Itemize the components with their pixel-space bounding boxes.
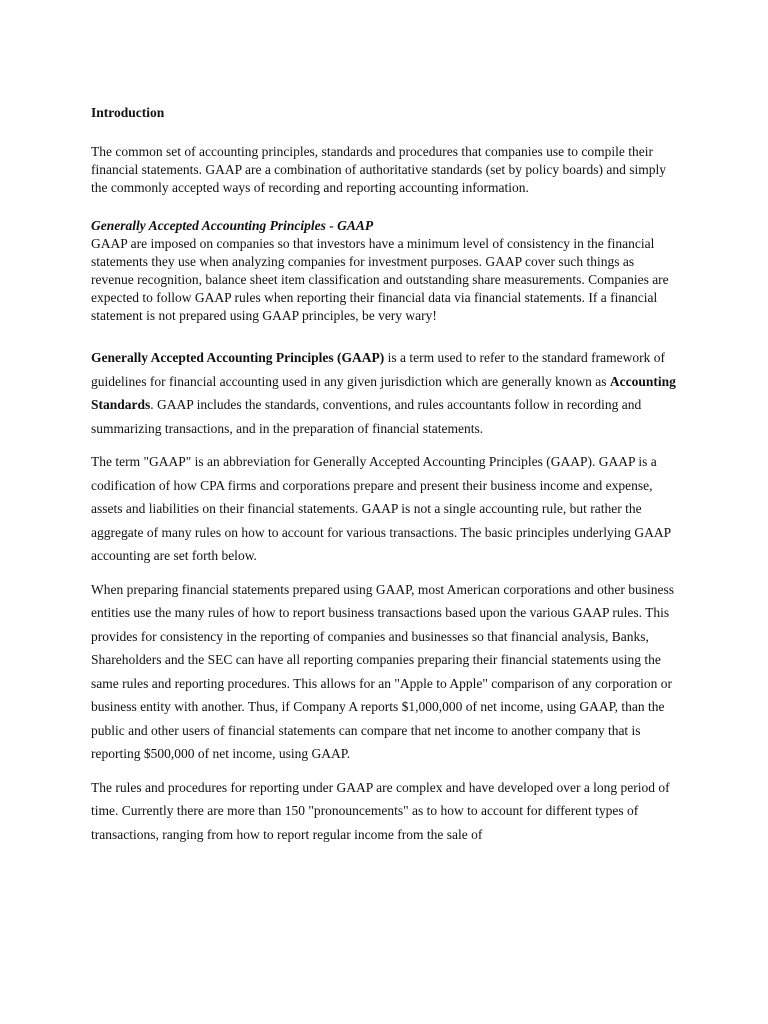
preparing-paragraph: When preparing financial statements prepared using GAAP, most American corporations and other business entities use the many rules of how to report business transactions based upon the various GAAP rules. This provides for consistency in the reporting of companies and businesses so that financial analysis, Banks, Shareholders and the SEC can have all reporting companies preparing their financial statements using the same rules and reporting procedures. This allows for an "Apple to Apple" comparison of any corporation or business entity with another. Thus, if Company A reports $1,000,000 of net income, using GAAP, than the public and other users of financial statements can compare that net income to another company that is reporting $500,000 of net income, using GAAP.	[91, 581, 674, 761]
gaap-subheading: Generally Accepted Accounting Principles - GAAP	[91, 218, 374, 233]
intro-heading: Introduction	[91, 105, 165, 120]
abbreviation-paragraph: The term "GAAP" is an abbreviation for Generally Accepted Accounting Principles (GAAP). GAAP is a codification of how CPA firms and corporations prepare and present their business income and expense, assets and liabilities on their financial statements. GAAP is not a single accounting rule, but rather the aggregate of many rules on how to account for various transactions. The basic principles underlying GAAP accounting are set forth below.	[91, 454, 671, 563]
definition-text-1: is a term used to refer to the standard framework of guidelines for financial accounting used in any given jurisdiction which are generally known as	[91, 350, 665, 389]
intro-paragraph: The common set of accounting principles, standards and procedures that companies use to compile their financial statements. GAAP are a combination of authoritative standards (set by policy boards) and simply the commonly accepted ways of recording and reporting accounting information.	[91, 144, 666, 195]
gaap-paragraph: GAAP are imposed on companies so that investors have a minimum level of consistency in the financial statements they use when analyzing companies for investment purposes. GAAP cover such things as revenue recognition, balance sheet item classification and outstanding share measurements. Companies are expected to follow GAAP rules when reporting their financial data via financial statements. If a financial statement is not prepared using GAAP principles, be very wary!	[91, 236, 669, 323]
gaap-term: Generally Accepted Accounting Principles (GAAP)	[91, 350, 385, 365]
accounting-standards-term: Accounting Standards	[91, 373, 676, 412]
document-page	[91, 104, 677, 846]
definition-text-2: . GAAP includes the standards, conventions, and rules accountants follow in recording and summarizing transactions, and in the preparation of financial statements.	[91, 397, 642, 436]
definition-paragraph	[91, 346, 677, 440]
rules-paragraph: The rules and procedures for reporting under GAAP are complex and have developed over a long period of time. Currently there are more than 150 "pronouncements" as to how to account for different types of transactions, ranging from how to report regular income from the sale of	[91, 779, 670, 842]
